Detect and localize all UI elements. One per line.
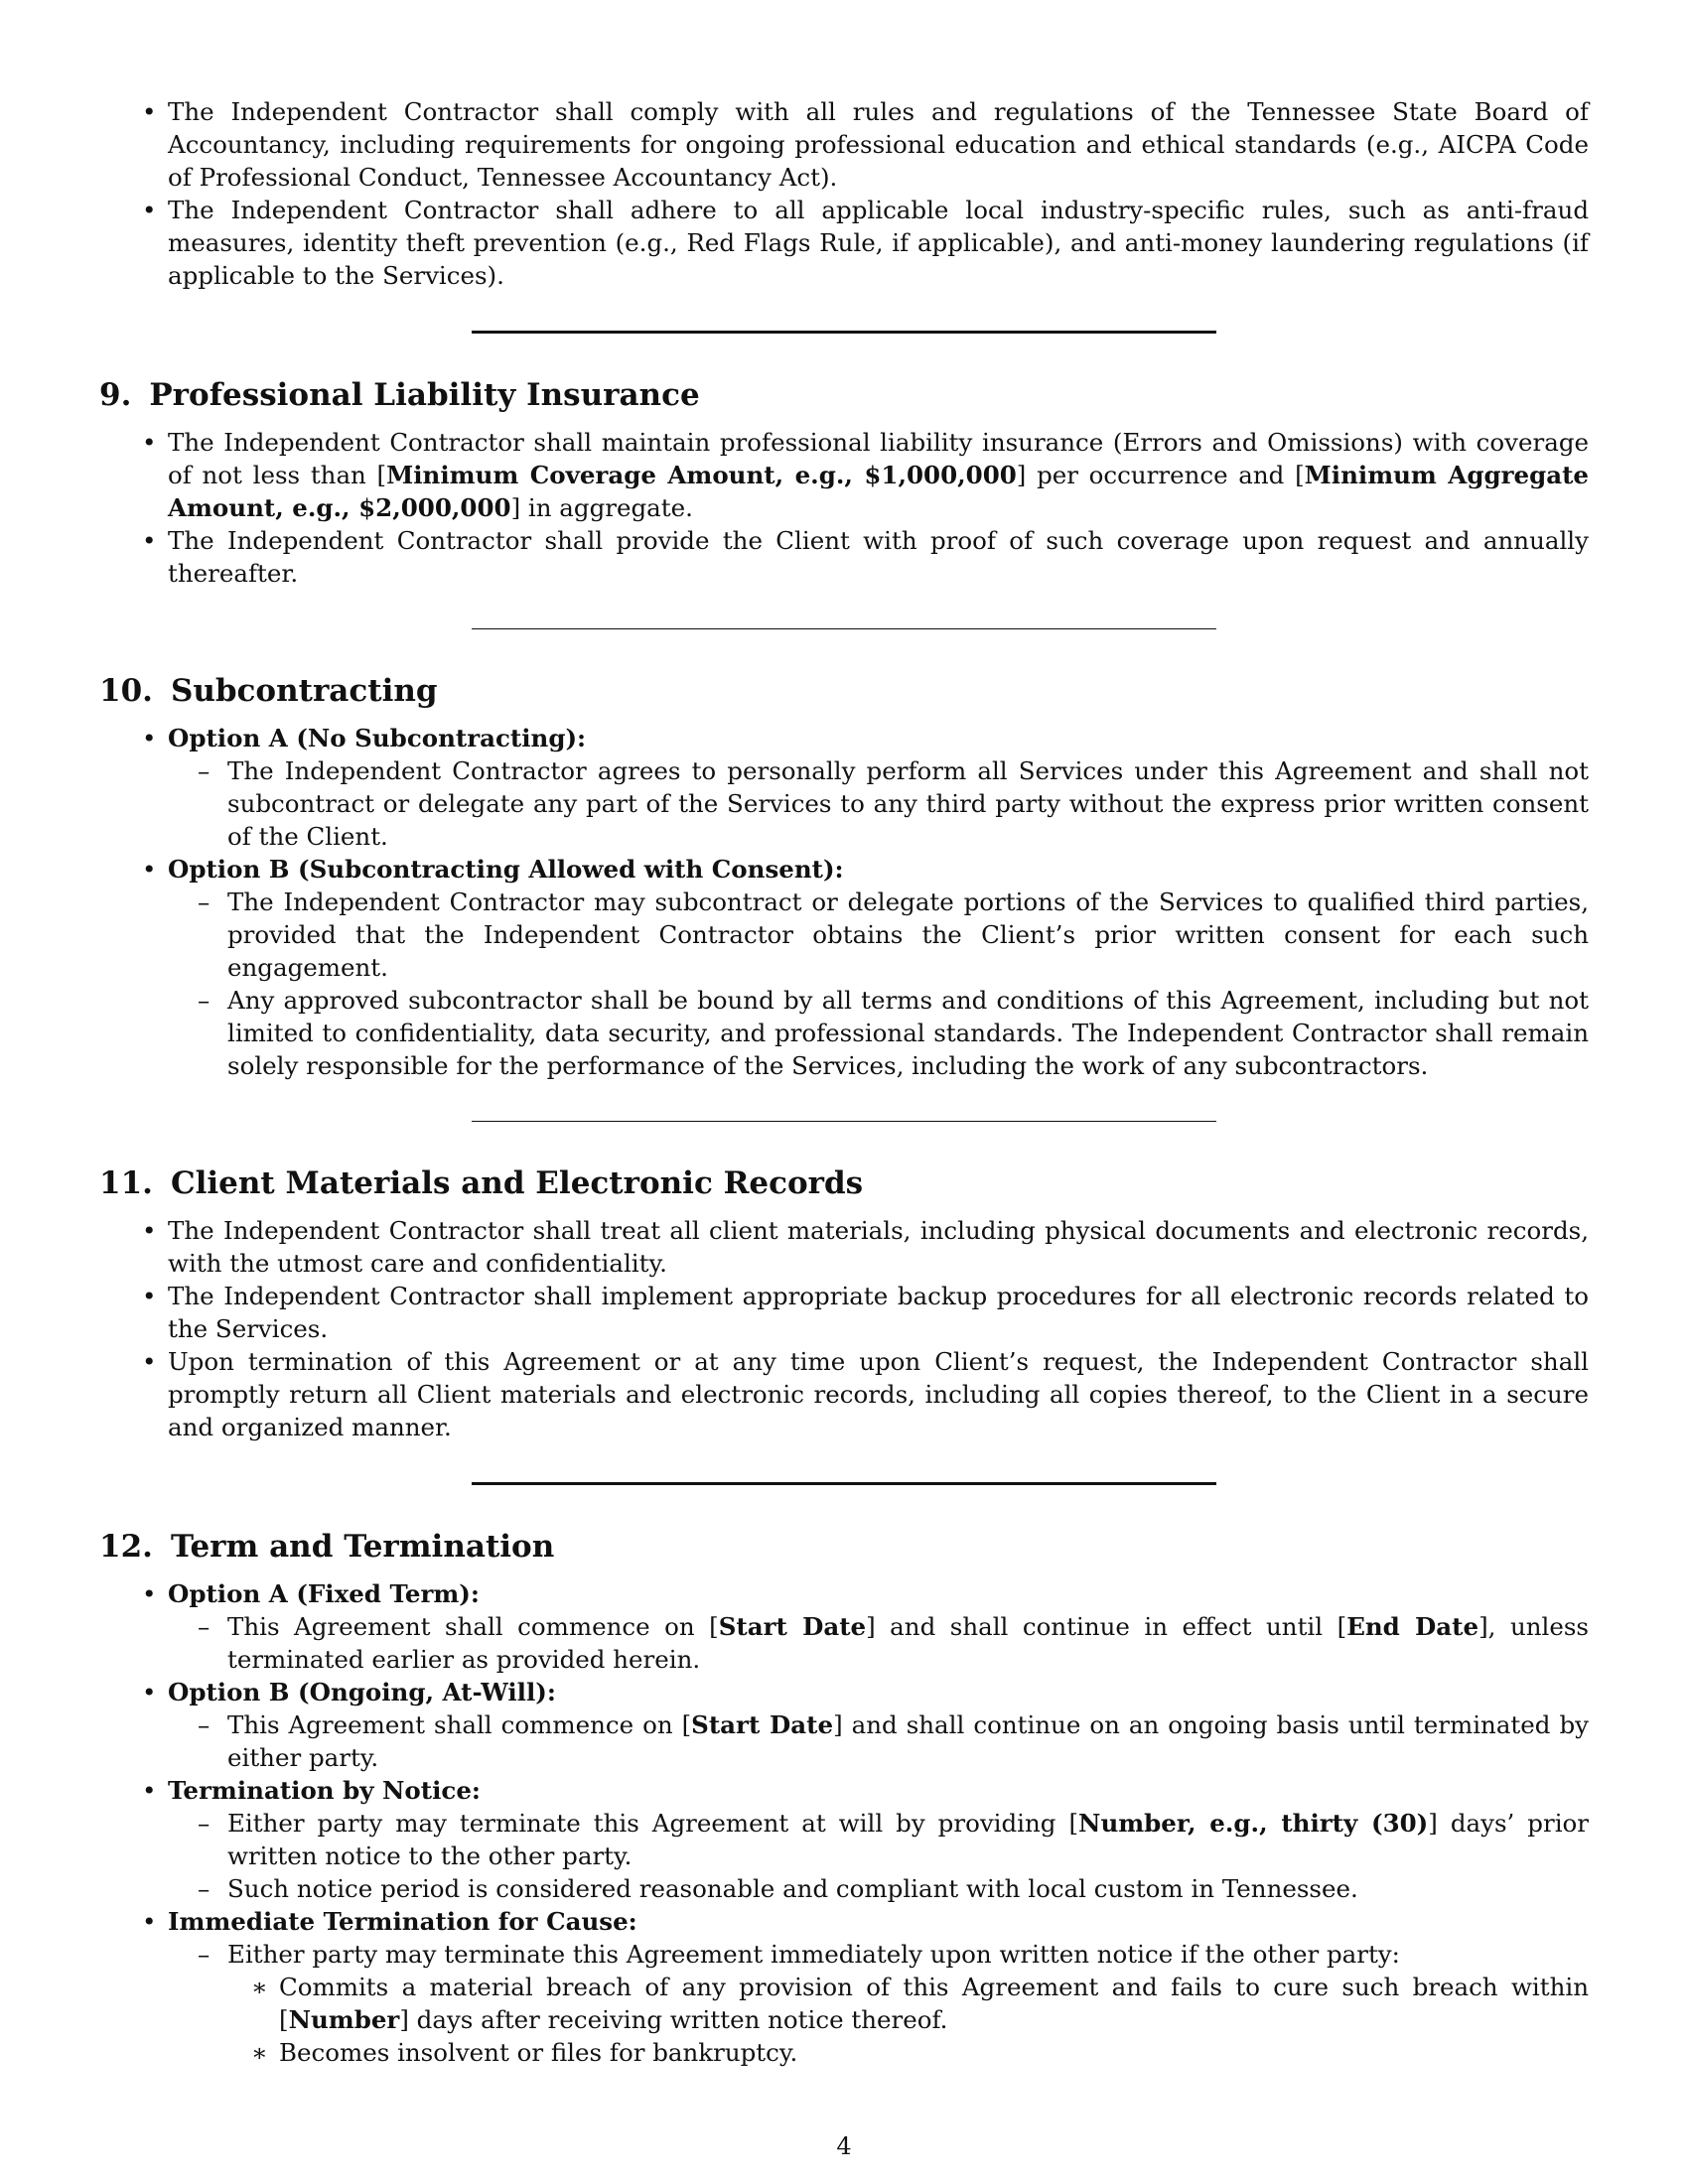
section-heading-11: 11. Client Materials and Electronic Records bbox=[99, 1165, 864, 1201]
sub-list bbox=[168, 1938, 1589, 2069]
sub-list bbox=[168, 1708, 1589, 1774]
sub-list-item: – This Agreement shall commence on [Start Date] and shall continue on an ongoing basis until terminated by either party. bbox=[198, 1710, 1589, 1772]
page-number: 4 bbox=[836, 2132, 852, 2160]
list-item: • The Independent Contractor shall provide the Client with proof of such coverage upon request and annually thereafter. bbox=[142, 526, 1589, 588]
sub-list bbox=[168, 1807, 1589, 1905]
section-12-list bbox=[99, 1577, 1589, 2069]
sub-list-item: – Either party may terminate this Agreement immediately upon written notice if the other party: ∗ Commits a material breach of any provision of this Agreement and fails to cure such breach within [Number] days after receiving written notice thereof. ∗ Becomes insolvent or files for bankruptcy. bbox=[198, 1940, 1589, 2067]
sub-sub-list-item: ∗ Commits a material breach of any provision of this Agreement and fails to cure such breach within [Number] days after receiving written notice thereof. bbox=[251, 1973, 1589, 2034]
section-divider bbox=[472, 331, 1216, 334]
list-item: • The Independent Contractor shall maintain professional liability insurance (Errors and Omissions) with coverage of not less than [Minimum Coverage Amount, e.g., $1,000,000] per occurrence and [Minimum Aggregate Amount, e.g., $2,000,000] in aggregate. bbox=[142, 428, 1589, 522]
section-heading-9: 9. Professional Liability Insurance bbox=[99, 377, 700, 413]
sub-list-item: – The Independent Contractor agrees to personally perform all Services under this Agreement and shall not subcontract or delegate any part of the Services to any third party without the express prior written consent of the Client. bbox=[198, 756, 1589, 851]
section-divider bbox=[472, 1482, 1216, 1485]
section-divider bbox=[472, 1121, 1216, 1122]
list-item: • The Independent Contractor shall implement appropriate backup procedures for all electronic records related to the Services. bbox=[142, 1282, 1589, 1343]
list-item: • Termination by Notice: – Either party may terminate this Agreement at will by providing [Number, e.g., thirty (30)] days’ prior written notice to the other party. – Such notice period is considered reasonable and compliant with local custom in Tennessee. bbox=[142, 1776, 1590, 1903]
list-item: • The Independent Contractor shall comply with all rules and regulations of the Tennessee State Board of Accountancy, including requirements for ongoing professional education and ethical standards (e.g., AICPA Code of Professional Conduct, Tennessee Accountancy Act). bbox=[142, 97, 1589, 192]
sub-list-item: – Either party may terminate this Agreement at will by providing [Number, e.g., thirty (30)] days’ prior written notice to the other party. bbox=[198, 1809, 1590, 1870]
list-item: • The Independent Contractor shall adhere to all applicable local industry-specific rules, such as anti-fraud measures, identity theft prevention (e.g., Red Flags Rule, if applicable), and anti-money laundering regulations (if applicable to the Services). bbox=[142, 196, 1589, 290]
sub-list-item: – This Agreement shall commence on [Start Date] and shall continue in effect until [End Date], unless terminated earlier as provided herein. bbox=[198, 1612, 1589, 1674]
sub-list bbox=[168, 886, 1589, 1082]
list-item: • Option B (Ongoing, At-Will): – This Agreement shall commence on [Start Date] and shall continue on an ongoing basis until terminated by either party. bbox=[142, 1678, 1589, 1772]
list-item: • Immediate Termination for Cause: – Either party may terminate this Agreement immediately upon written notice if the other party: ∗ Commits a material breach of any provision of this Agreement and fails to cure such breach within [Number] days after receiving written notice thereof. ∗ Becomes insolvent or files for bankruptcy. bbox=[142, 1907, 1589, 2067]
list-item: • Option A (Fixed Term): – This Agreement shall commence on [Start Date] and shall continue in effect until [End Date], unless terminated earlier as provided herein. bbox=[142, 1579, 1589, 1674]
section-divider bbox=[472, 628, 1216, 629]
sub-list bbox=[168, 754, 1589, 853]
sub-list bbox=[168, 1610, 1589, 1676]
list-item: • Option A (No Subcontracting): – The Independent Contractor agrees to personally perform all Services under this Agreement and shall not subcontract or delegate any part of the Services to any third party without the express prior written consent of the Client. bbox=[142, 724, 1589, 851]
intro-bullet-list bbox=[99, 95, 1589, 292]
sub-list-item: – The Independent Contractor may subcontract or delegate portions of the Services to qualified third parties, provided that the Independent Contractor obtains the Client’s prior written consent for each such engagement. bbox=[198, 887, 1589, 982]
section-heading-12: 12. Term and Termination bbox=[99, 1529, 555, 1565]
section-9-list bbox=[99, 426, 1589, 590]
list-item: • Upon termination of this Agreement or at any time upon Client’s request, the Independent Contractor shall promptly return all Client materials and electronic records, including all copies thereof, to the Client in a secure and organized manner. bbox=[142, 1347, 1589, 1441]
section-10-list bbox=[99, 722, 1589, 1082]
sub-sub-list-item: ∗ Becomes insolvent or files for bankruptcy. bbox=[251, 2038, 798, 2067]
document-page bbox=[99, 95, 1589, 2069]
list-item: • The Independent Contractor shall treat all client materials, including physical documents and electronic records, with the utmost care and confidentiality. bbox=[142, 1216, 1589, 1278]
section-11-list bbox=[99, 1214, 1589, 1443]
sub-list-item: – Any approved subcontractor shall be bound by all terms and conditions of this Agreement, including but not limited to confidentiality, data security, and professional standards. The Independent Contractor shall remain solely responsible for the performance of the Services, including the work of any subcontractors. bbox=[198, 986, 1589, 1080]
section-heading-10: 10. Subcontracting bbox=[99, 673, 438, 709]
sub-sub-list bbox=[227, 1971, 1589, 2069]
sub-list-item: – Such notice period is considered reasonable and compliant with local custom in Tennessee. bbox=[198, 1874, 1358, 1903]
list-item: • Option B (Subcontracting Allowed with Consent): – The Independent Contractor may subcontract or delegate portions of the Services to qualified third parties, provided that the Independent Contractor obtains the Client’s prior written consent for each such engagement. – Any approved subcontractor shall be bound by all terms and conditions of this Agreement, including but not limited to confidentiality, data security, and professional standards. The Independent Contractor shall remain solely responsible for the performance of the Services, including the work of any subcontractors. bbox=[142, 855, 1589, 1080]
